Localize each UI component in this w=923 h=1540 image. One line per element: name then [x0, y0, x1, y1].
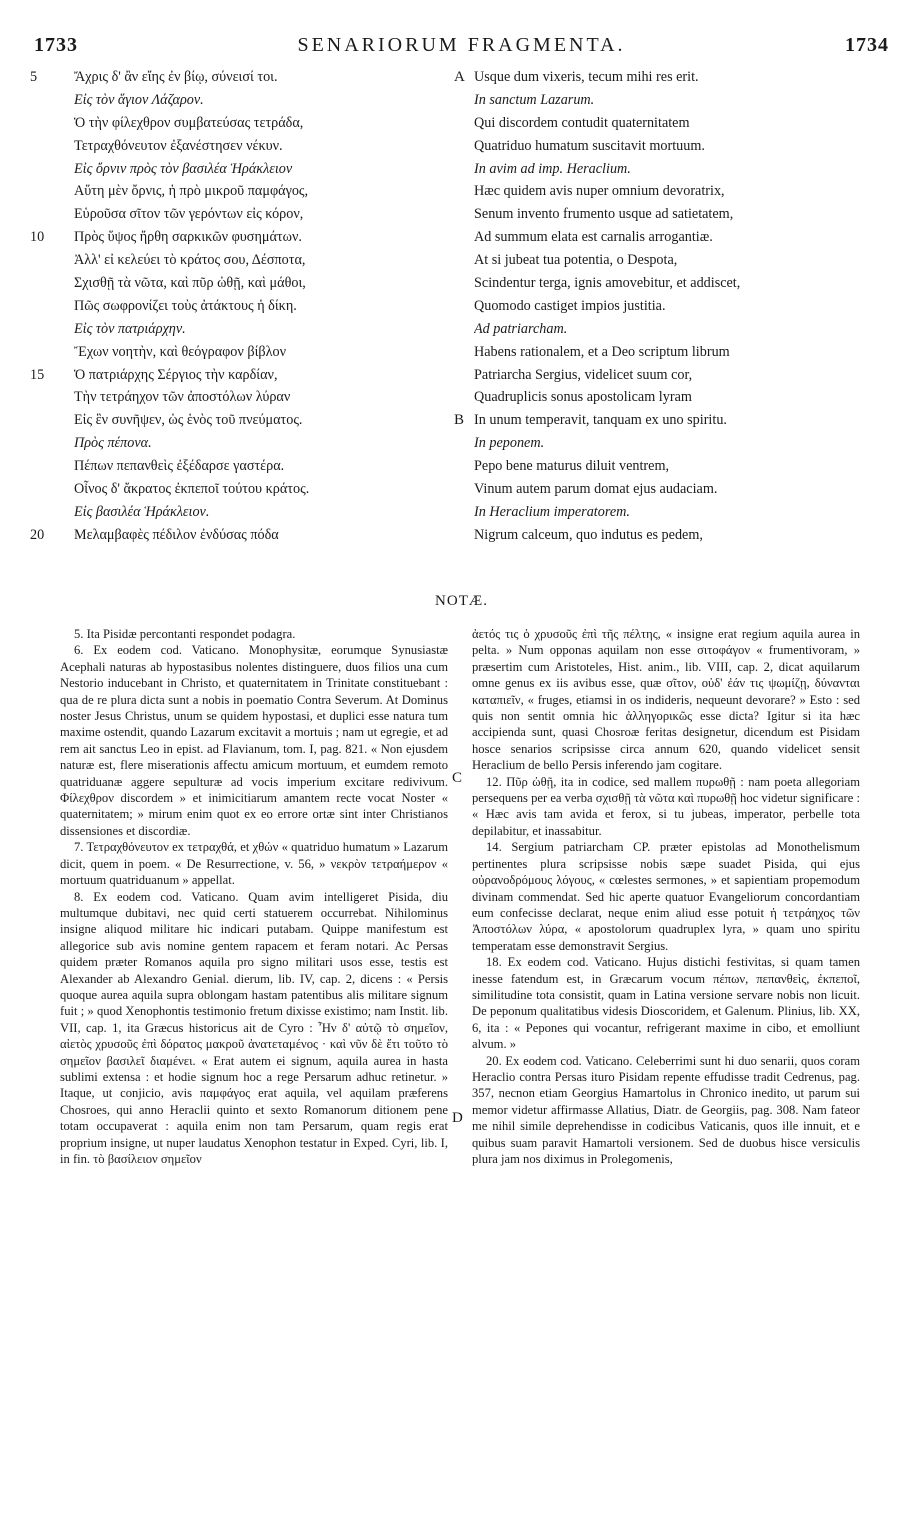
latin-translation: Quatriduo humatum suscitavit mortuum.	[474, 137, 705, 154]
greek-verse: Τετραχθόνευτον ἐξανέστησεν νέκυν.	[74, 137, 283, 154]
latin-translation: Hæc quidem avis nuper omnium devoratrix,	[474, 183, 725, 200]
note-paragraph: 18. Ex eodem cod. Vaticano. Hujus distichi festivitas, si quam tamen inesse fatendum est, in Græcarum vocum πέπων, πεπανθεὶς, ἐκπεποῖ, similitudine tota consistit, quam in Latina versione servare nobis non licuit. De peponum qualitatibus videsis Dioscoridem, et Galenum. Plinius, lib. XX, 6, ita : « Pepones qui vocantur, refrigerant maxime in cibo, et emolliunt alvum. »	[472, 955, 860, 1052]
notes-title: NOTÆ.	[435, 593, 488, 609]
verse-row	[30, 478, 900, 501]
latin-translation: Ad patriarcham.	[474, 320, 568, 337]
latin-translation: Vinum autem parum domat ejus audaciam.	[474, 481, 718, 498]
running-header	[34, 34, 889, 62]
margin-marker: B	[454, 412, 465, 429]
greek-verse: Πρὸς πέπονα.	[74, 435, 152, 452]
verse-row	[30, 364, 900, 387]
verse-row	[30, 249, 900, 272]
page-number-left: 1733	[34, 34, 78, 56]
verse-row	[30, 135, 900, 158]
latin-translation: Qui discordem contudit quaternitatem	[474, 114, 690, 131]
greek-verse: Εἰς ἓν συνῆψεν, ὡς ἑνὸς τοῦ πνεύματος.	[74, 412, 303, 429]
notes-column-left	[60, 626, 448, 1167]
note-paragraph: 7. Τετραχθόνευτον ex τετραχθά, et χθών « quatriduo humatum » Lazarum dicit, quem in poem. « De Resurrectione, v. 56, » νεκρὸν τετραήμερον « mortuum quatriduanum » appellat.	[60, 840, 448, 888]
latin-translation: Usque dum vixeris, tecum mihi res erit.	[474, 69, 699, 85]
greek-verse: Αὕτη μὲν ὄρνις, ἡ πρὸ μικροῦ παμφάγος,	[74, 183, 309, 200]
latin-translation: Ad summum elata est carnalis arrogantiæ.	[474, 229, 713, 246]
greek-verse: Εἰς τὸν πατριάρχην.	[74, 320, 186, 337]
latin-translation: In peponem.	[474, 435, 545, 452]
note-paragraph: 6. Ex eodem cod. Vaticano. Monophysitæ, eorumque Synusiastæ Acephali naturas ab hypostasibus nolentes distinguere, duos filios una cum Nestorio inducebant in Christo, et quaternitatem in Trinitate constituebant : qua de re plura dicta sunt a nobis in poematio Contra Severum. At Dominus noster Jesus Christus, unum se quidem hypostasi, et duplici esse natura tum maxime ostendit, quando Lazarum excitavit a mortuis ; nam ut egregie, et ad rem ait sanctus Leo in epist. ad Flavianum, tom. I, pag. 821. « Non ejusdem naturæ est, flere miserationis affectu amicum mortuum, et eumdem remoto quatriduanæ aggere sepulturæ ad vocis imperium excitare redivivum. Φίλεχθρον discordem » et inimicitiarum amantem recte vocat Noster « quaternitatem; » mirum enim quot ex eo errore ortæ sint inter Christianos dissensiones et discordiæ.	[60, 643, 448, 838]
verse-row	[30, 295, 900, 318]
latin-translation: Senum invento frumento usque ad satietatem,	[474, 206, 734, 223]
greek-verse: Εἰς βασιλέα Ἡράκλειον.	[74, 503, 210, 520]
verse-row	[30, 203, 900, 226]
verse-row	[30, 66, 900, 89]
note-paragraph: ἀετός τις ὁ χρυσοῦς ἐπὶ τῆς πέλτης, « insigne erat regium aquila aurea in pelta. » Num opponas aquilam non esse σιτοφάγον « frumentivoram, » præsertim cum Aristoteles, Hist. anim., lib. VIII, cap. 2, dicat aquilarum omne genus ex iis avibus esse, quæ σῖτον, οὐδ' ἐάν τις ψωμίζῃ, δύνανται καταπιεῖν, « fruges, etiamsi in os indideris, nequeunt devorare? » Esto : sed quis non sentit omnia hic ἀλληγορικῶς esse dicta? Igitur si ita hæc accipienda sunt, quasi Chosroæ feritas designetur, dicendum est Pisidam hosce senarios scripsisse circa annum 620, quando videlicet sensit Heraclium de bello Persis inferendo jam cogitare.	[472, 627, 860, 773]
latin-translation: At si jubeat tua potentia, o Despota,	[474, 252, 678, 269]
margin-letter-d: D	[452, 1110, 463, 1126]
greek-verse: Ἔχων νοητὴν, καὶ θεόγραφον βίβλον	[74, 343, 287, 360]
running-title: SENARIORUM FRAGMENTA.	[297, 34, 626, 56]
verse-row	[30, 272, 900, 295]
verse-row	[30, 524, 900, 547]
greek-verse: Πρὸς ὕψος ἤρθη σαρκικῶν φυσημάτων.	[74, 229, 302, 246]
greek-verse: Εἰς ὄρνιν πρὸς τὸν βασιλέα Ἡράκλειον	[74, 160, 293, 177]
page-number-right: 1734	[845, 34, 889, 56]
verse-row	[30, 180, 900, 203]
latin-translation: Patriarcha Sergius, videlicet suum cor,	[474, 366, 693, 383]
verse-row	[30, 455, 900, 478]
verse-row	[30, 158, 900, 181]
greek-verse: Ὁ τὴν φίλεχθρον συμβατεύσας τετράδα,	[74, 114, 304, 131]
verse-row	[30, 432, 900, 455]
greek-verse: Τὴν τετράηχον τῶν ἀποστόλων λύραν	[74, 389, 291, 406]
greek-verse: Πέπων πεπανθεὶς ἐξέδαρσε γαστέρα.	[74, 458, 285, 475]
notes-column-right	[472, 626, 860, 1167]
greek-verse: Ὁ πατριάρχης Σέργιος τὴν καρδίαν,	[74, 366, 278, 383]
verse-row	[30, 318, 900, 341]
note-paragraph: 8. Ex eodem cod. Vaticano. Quam avim intelligeret Pisida, diu multumque dubitavi, nec quid certi statuerem occurrebat. Nihilominus insigne aliquod militare hic indicari putabam. Quippe manifestum est allegorice sub avis nomine gentem rapacem et feram notari. Ac Persas quidem præter Romanos aquila pro signo militari usos esse, testis est Alexander ab Alexandro Genial. dierum, lib. IV, cap. 2, dicens : « Persis quoque aurea aquila supra oblongam hastam patentibus alis militare signum fuit ; » quod Xenophontis testimonio fretum dixisse existimo; nam Instit. lib. VII, cap. 1, ita Græcus historicus ait de Cyro : Ἦν δ' αὐτῷ τὸ σημεῖον, αἰετὸς χρυσοῦς ἐπὶ δόρατος μακροῦ ἀνατεταμένος · καὶ νῦν δὲ ἔτι τοῦτο τὸ σημεῖον βασιλεῖ διαμένει. « Erat autem ei signum, aquila aurea in hasta sublimi extensa : et hodie signum hoc a rege Persarum adhuc retinetur. » Itaque, ut conjicio, avis παμφάγος erat aquila, vel aquilam præferens Chosroes, qui anno Heraclii quinto et sexto Romanorum ditionem pene totam occupaverat : aquila enim non tam Persarum, quam regis erat proprium insigne, ut nuper laudatus Xenophon testatur in Exped. Cyri, lib. I, in fin. τὸ βασίλειον σημεῖον	[60, 889, 448, 1166]
greek-verse: Ἄχρις δ' ἂν εἴης ἐν βίῳ, σύνεισί τοι.	[74, 69, 278, 85]
greek-verse: Πῶς σωφρονίζει τοὺς ἀτάκτους ἡ δίκη.	[74, 297, 297, 314]
verse-block	[30, 66, 900, 547]
latin-translation: Quadruplicis sonus apostolicam lyram	[474, 389, 692, 406]
greek-verse: Μελαμβαφὲς πέδιλον ἐνδύσας πόδα	[74, 526, 279, 543]
verse-number: 10	[30, 229, 45, 246]
note-paragraph: 5. Ita Pisidæ percontanti respondet podagra.	[74, 627, 296, 641]
verse-number: 15	[30, 366, 45, 383]
verse-number: 20	[30, 526, 45, 543]
latin-translation: Habens rationalem, et a Deo scriptum librum	[474, 343, 730, 360]
note-paragraph: 12. Πῦρ ὠθῇ, ita in codice, sed mallem πυρωθῇ : nam poeta allegoriam persequens per ea verba σχισθῇ τὰ νῶτα καὶ πυρωθῇ hoc videtur significare : « Hæc avis tam avida et ferox, si tu jubeas, imperator, perbelle tota depilabitur, et inassabitur.	[472, 774, 860, 838]
greek-verse: Ἀλλ' εἰ κελεύει τὸ κράτος σου, Δέσποτα,	[74, 252, 306, 269]
verse-row	[30, 112, 900, 135]
latin-translation: In sanctum Lazarum.	[474, 91, 595, 108]
verse-number: 5	[30, 69, 38, 85]
latin-translation: Scindentur terga, ignis amovebitur, et addiscet,	[474, 275, 741, 292]
greek-verse: Εὑροῦσα σῖτον τῶν γερόντων εἰς κόρον,	[74, 206, 304, 223]
latin-translation: In unum temperavit, tanquam ex uno spiritu.	[474, 412, 727, 429]
verse-row	[30, 341, 900, 364]
note-paragraph: 14. Sergium patriarcham CP. præter epistolas ad Monothelismum pertinentes plura scripsisse nobis sæpe suadet Pisida, qui ejus οὐρανοδρόμους λόγους, « cœlestes sermones, » et sapientiam propemodum divinam commendat. Sed hic aperte quatuor Evangeliorum concordantiam eum confecisse declarat, neque enim aliud esse potuit ἡ τετράηχος τῶν Ἀποστόλων λύρα, « apostolorum quadruplex lyra, » quam uno spiritu temperatam esse demonstravit Sergius.	[472, 840, 860, 953]
margin-letter-c: C	[452, 770, 463, 786]
note-paragraph: 20. Ex eodem cod. Vaticano. Celeberrimi sunt hi duo senarii, quos coram Heraclio contra Persas ituro Pisidam repente effudisse tradit Cedrenus, pag. 357, necnon etiam Georgius Hamartolus in Chronico inedito, ut parum sui memor videtur affirmasse Allatius, Diatr. de Georgiis, pag. 308. Nam fateor me nihil simile deprehendisse in codicibus Vaticanis, quos ille innuit, et e quibus suam paravit Hamartoli versionem. Sed de duobus hisce versiculis plura jam nos diximus in Prolegomenis,	[472, 1053, 860, 1166]
verse-row	[30, 501, 900, 524]
latin-translation: Quomodo castiget impios justitia.	[474, 297, 666, 314]
verse-row	[30, 409, 900, 432]
verse-row	[30, 89, 900, 112]
verse-row	[30, 386, 900, 409]
verse-row	[30, 226, 900, 249]
latin-translation: In Heraclium imperatorem.	[474, 503, 630, 520]
latin-translation: In avim ad imp. Heraclium.	[474, 160, 631, 177]
greek-verse: Εἰς τὸν ἅγιον Λάζαρον.	[74, 91, 204, 108]
greek-verse: Οἶνος δ' ἄκρατος ἐκπεποῖ τούτου κράτος.	[74, 481, 310, 498]
latin-translation: Nigrum calceum, quo indutus es pedem,	[474, 526, 703, 543]
greek-verse: Σχισθῇ τὰ νῶτα, καὶ πῦρ ὠθῇ, καὶ μάθοι,	[74, 275, 306, 292]
latin-translation: Pepo bene maturus diluit ventrem,	[474, 458, 670, 475]
margin-marker: A	[454, 69, 465, 85]
